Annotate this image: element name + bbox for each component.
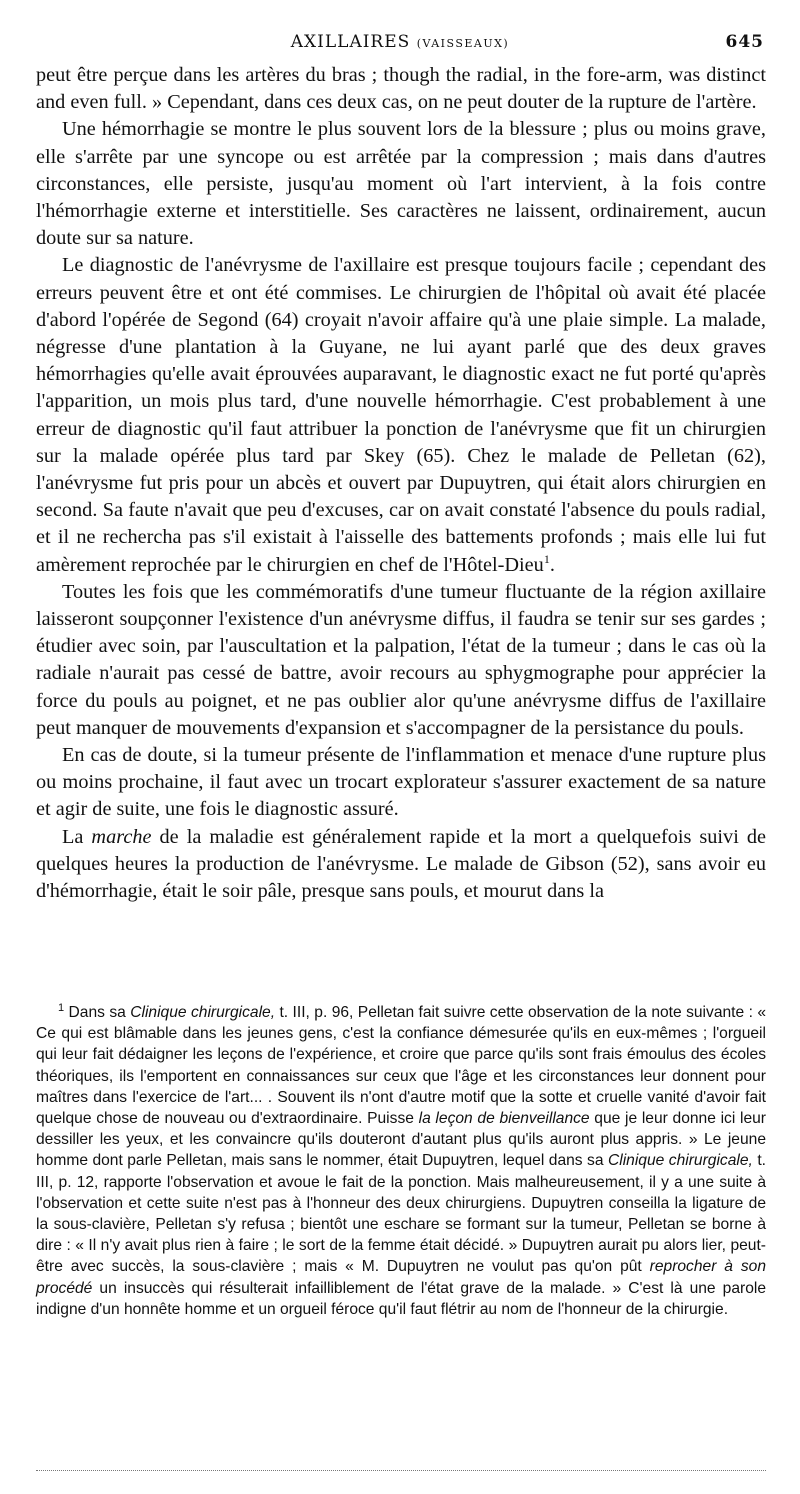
- emphasis-marche: marche: [91, 825, 152, 848]
- paragraph-4: Toutes les fois que les commémoratifs d'une tumeur fluctuante de la région axillaire laisseront soupçonner l'existence d'un anévrysme diffus, il faudra se tenir sur ses gardes ; étudier avec soin, par l'auscultation et la palpation, l'état de la tumeur ; dans le cas où la radiale n'aurait pas cessé de battre, avoir recours au sphygmographe pour apprécier la force du pouls au poignet, et ne pas oublier alor qu'une anévrysme diffus de l'axillaire peut manquer de mouvements d'expansion et s'accompagner de la persistance du pouls.: [36, 580, 766, 739]
- header-title: AXILLAIRES: [290, 32, 411, 52]
- paragraph-3-text: Le diagnostic de l'anévrysme de l'axillaire est presque toujours facile ; cependant des erreurs peuvent être et ont été commises. Le chirurgien de l'hôpital où avait été placée d'abord l'opérée de Segond (64) croyait n'avoir affaire qu'à une plaie simple. La malade, négresse d'une plantation à la Guyane, ne lui ayant parlé que des deux graves hémorrhagies qu'elle avait éprouvées auparavant, le diagnostic exact ne fut porté qu'après l'apparition, un mois plus tard, d'une nouvelle hémorrhagie. C'est probablement à une erreur de diagnostic qu'il faut attribuer la ponction de l'anévrysme que fit un chirurgien sur la malade opérée plus tard par Skey (65). Chez le malade de Pelletan (62), l'anévrysme fut pris pour un abcès et ouvert par Dupuytren, qui était alors chirurgien en second. Sa faute n'avait que peu d'excuses, car on avait constaté l'absence du pouls radial, et il ne rechercha pas s'il existait à l'aisselle des battements profonds ; mais elle lui fut amèrement reprochée par le chirurgien en chef de l'Hôtel-Dieu: [36, 254, 766, 576]
- paragraph-2: Une hémorrhagie se montre le plus souvent lors de la blessure ; plus ou moins grave, elle s'arrête par une syncope ou est arrêtée par la compression ; mais dans d'autres circonstances, elle persiste, jusqu'au moment où l'art intervient, à la fois contre l'hémorrhagie externe et interstitielle. Ses caractères ne laissent, ordinairement, aucun doute sur sa nature.: [36, 118, 766, 250]
- footnote-marker: 1: [58, 1001, 65, 1014]
- body-text: [36, 62, 766, 905]
- paragraph-5: En cas de doute, si la tumeur présente de l'inflammation et menace d'une rupture plus ou moins prochaine, il faut avec un trocart explorateur s'assurer exactement de sa nature et agir de suite, une fois le diagnostic assuré.: [36, 744, 766, 821]
- page-number: 645: [725, 32, 764, 52]
- footnote-reference[interactable]: 1: [543, 551, 550, 566]
- paragraph-1: peut être perçue dans les artères du bras ; though the radial, in the fore-arm, was distinct and even full. » Cependant, dans ces deux cas, on ne peut douter de la rupture de l'artère.: [36, 64, 766, 114]
- paragraph-6: La marche de la maladie est généralement rapide et la mort a quelquefois suivi de quelques heures la production de l'anévrysme. Le malade de Gibson (52), sans avoir eu d'hémorrhagie, était le soir pâle, presque sans pouls, et mourut dans la: [36, 825, 766, 903]
- paragraph-3: Le diagnostic de l'anévrysme de l'axillaire est presque toujours facile ; cependant des erreurs peuvent être et ont été commises. Le chirurgien de l'hôpital où avait été placée d'abord l'opérée de Segond (64) croyait n'avoir affaire qu'à une plaie simple. La malade, négresse d'une plantation à la Guyane, ne lui ayant parlé que des deux graves hémorrhagies qu'elle avait éprouvées auparavant, le diagnostic exact ne fut porté qu'après l'apparition, un mois plus tard, d'une nouvelle hémorrhagie. C'est probablement à une erreur de diagnostic qu'il faut attribuer la ponction de l'anévrysme que fit un chirurgien sur la malade opérée plus tard par Skey (65). Chez le malade de Pelletan (62), l'anévrysme fut pris pour un abcès et ouvert par Dupuytren, qui était alors chirurgien en second. Sa faute n'avait que peu d'excuses, car on avait constaté l'absence du pouls radial, et il ne rechercha pas s'il existait à l'aisselle des battements profonds ; mais elle lui fut amèrement reprochée par le chirurgien en chef de l'Hôtel-Dieu$^1$.: [36, 254, 766, 576]
- running-header: [36, 32, 764, 54]
- running-title: [36, 32, 764, 52]
- footnotes: [36, 1002, 766, 1320]
- bleed-through-line: [36, 1470, 766, 1471]
- header-subtitle: (VAISSEAUX): [416, 37, 510, 50]
- footnote-1: $^1$ Dans sa Clinique chirurgicale, t. III, p. 96, Pelletan fait suivre cette observation de la note suivante : « Ce qui est blâmable dans les jeunes gens, c'est la confiance démesurée qu'ils en eux-mêmes ; l'orgueil qui leur fait dédaigner les leçons de l'expérience, et croire que parce qu'ils sont frais émoulus des écoles théoriques, ils l'emportent en connaissances sur ceux que l'âge et les circonstances leur donnent pour maîtres dans l'exercice de l'art... . Souvent ils n'ont d'autre motif que la sotte et cruelle vanité d'avoir fait quelque chose de nouveau ou d'extraordinaire. Puisse la leçon de bienveillance que je leur donne ici leur dessiller les yeux, et les convaincre qu'ils douteront d'autant plus qu'ils auront plus appris. » Le jeune homme dont parle Pelletan, mais sans le nommer, était Dupuytren, lequel dans sa Clinique chirurgicale, t. III, p. 12, rapporte l'observation et avoue le fait de la ponction. Mais malheureusement, il y a une suite à l'observation et cette suite n'est pas à l'honneur des deux chirurgiens. Dupuytren conseilla la ligature de la sous-clavière, Pelletan s'y refusa ; bientôt une eschare se formant sur la tumeur, Pelletan se borne à dire : « Il n'y avait plus rien à faire ; le sort de la femme était décidé. » Dupuytren aurait pu alors lier, peut-être avec succès, la sous-clavière ; mais « M. Dupuytren ne voulut pas qu'on pût reprocher à son procédé un insuccès qui résulterait infailliblement de l'état grave de la malade. » C'est là une parole indigne d'un honnête homme et un orgueil féroce qu'il faut flétrir au nom de l'honneur de la chirurgie.: [36, 1001, 767, 1318]
